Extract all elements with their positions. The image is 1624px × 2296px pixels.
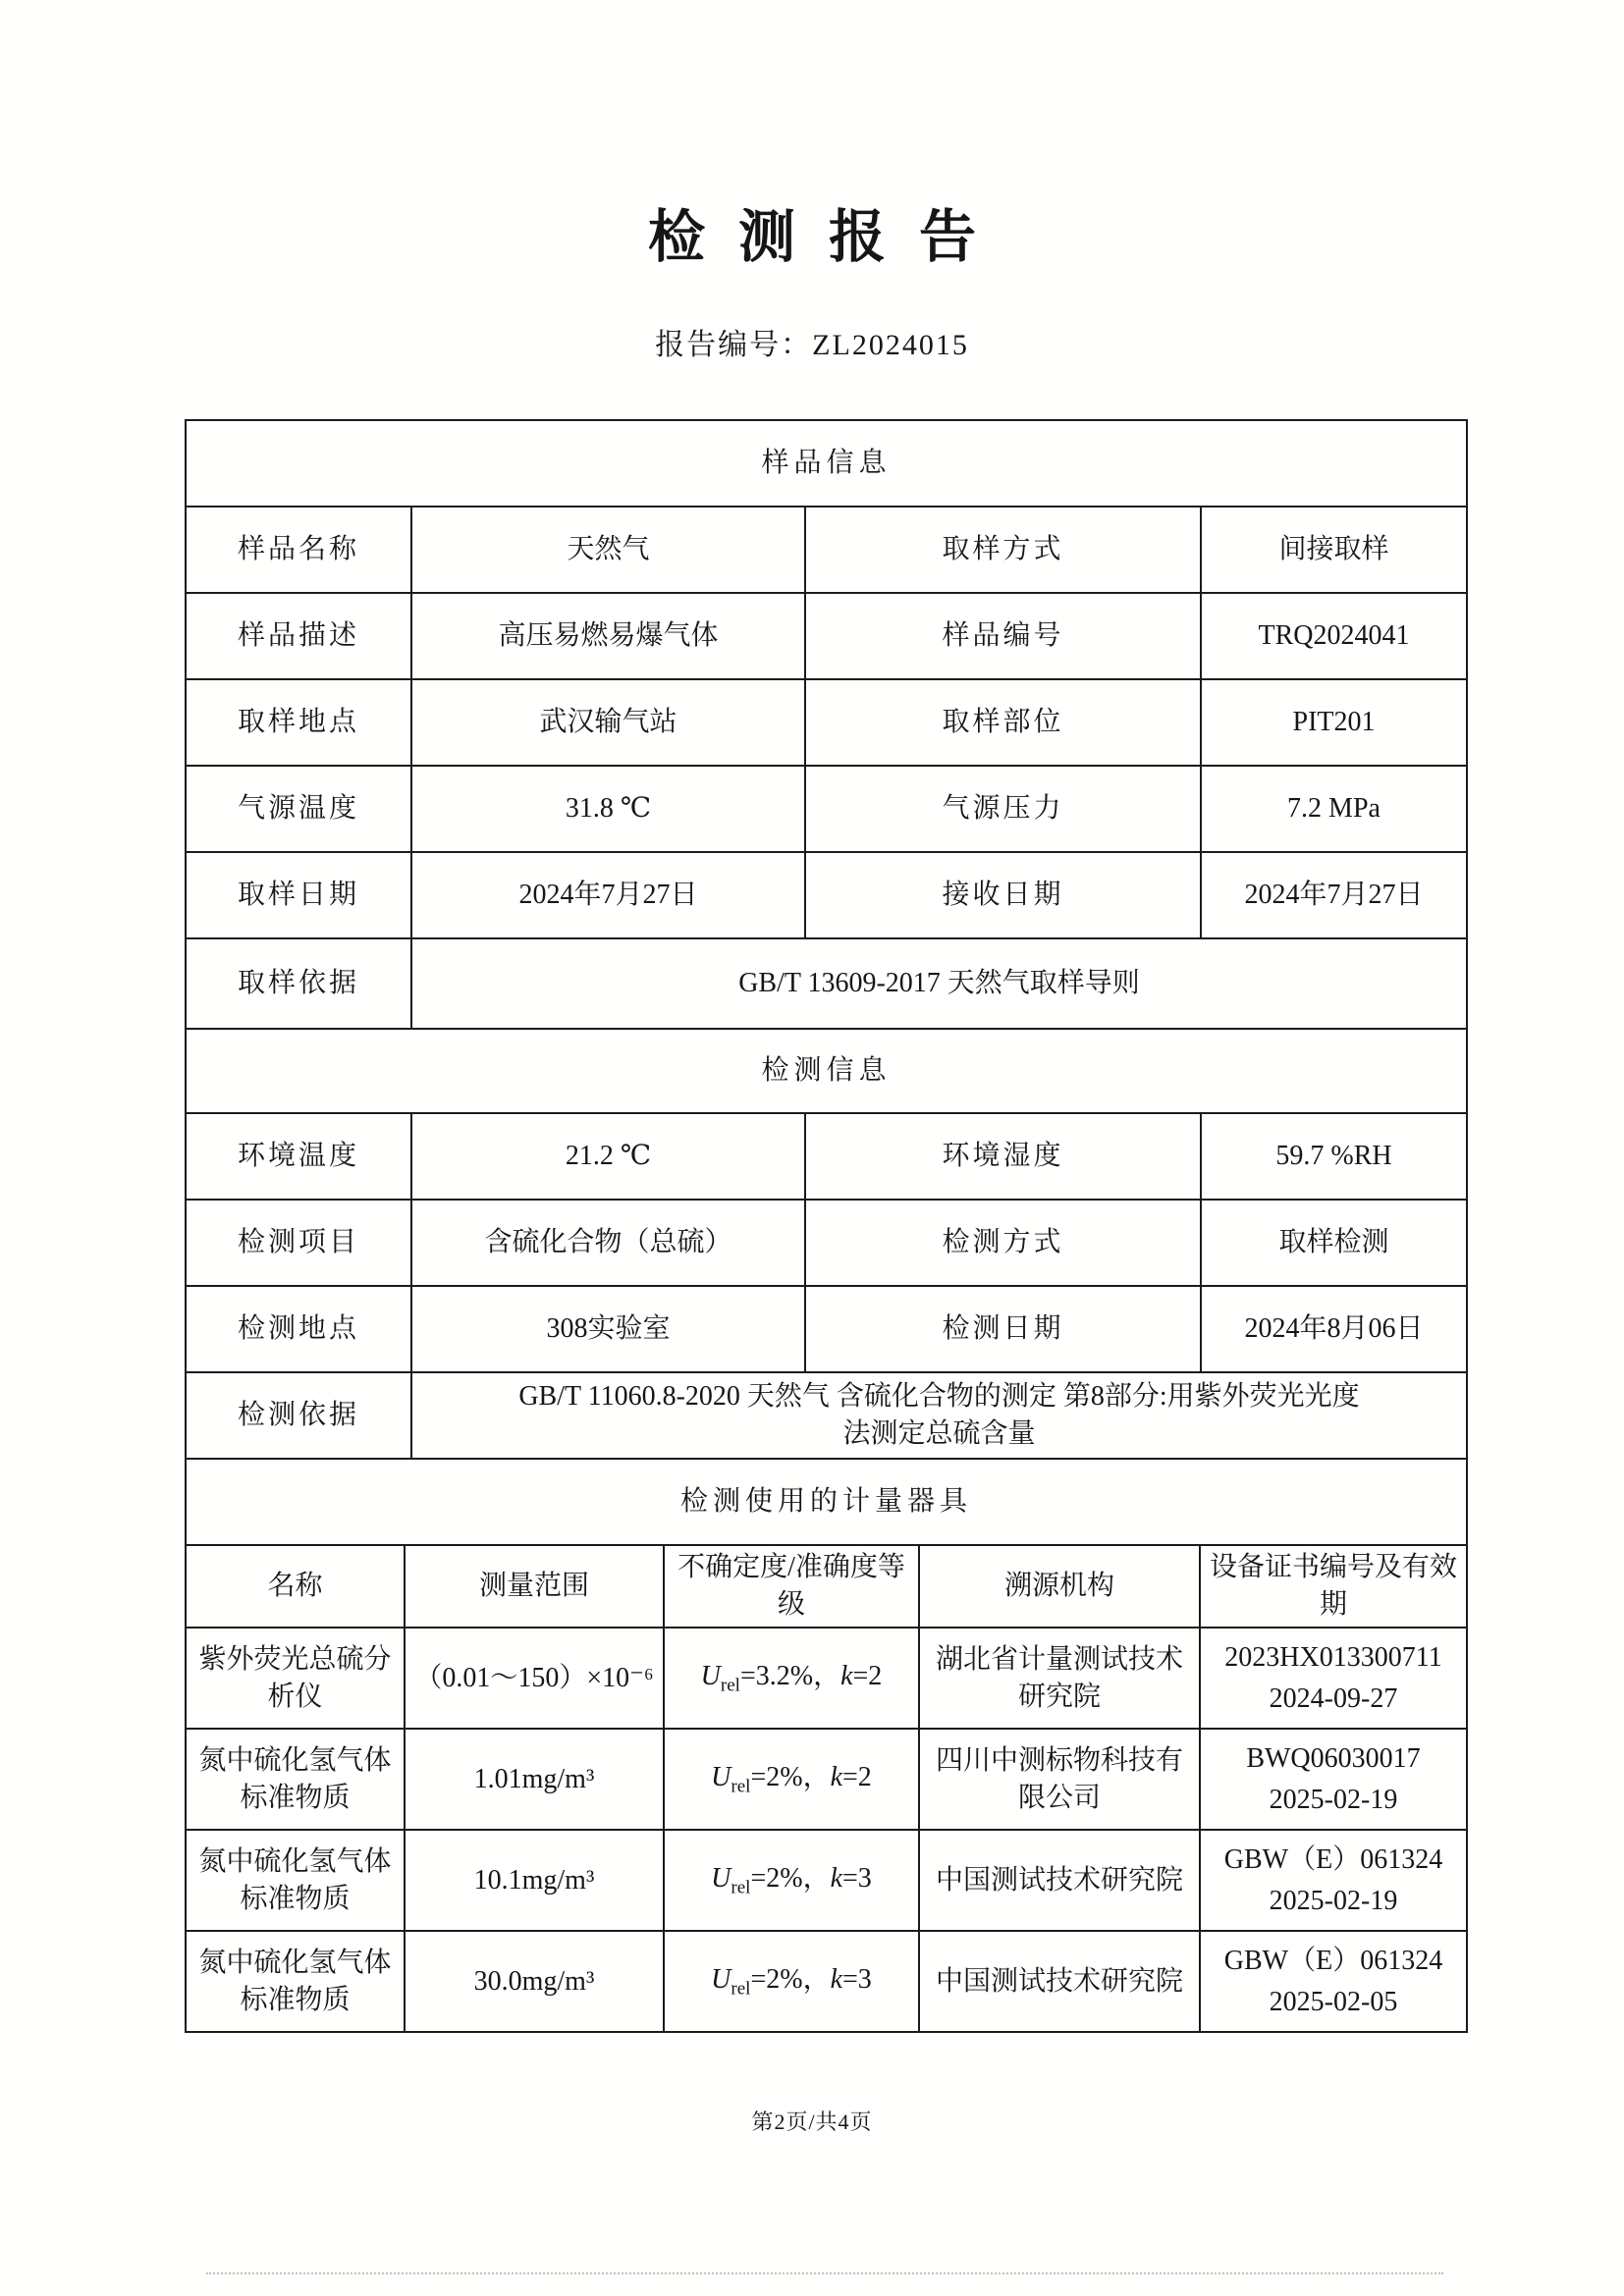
instrument-range: 1.01mg/m³ <box>405 1729 664 1830</box>
test-basis-line1: GB/T 11060.8-2020 天然气 含硫化合物的测定 第8部分:用紫外荧光光度 <box>518 1381 1360 1413</box>
test-info-table <box>185 1028 1468 1460</box>
label-cell: 样品编号 <box>805 593 1201 679</box>
instrument-name: 紫外荧光总硫分析仪 <box>186 1628 405 1729</box>
label-cell: 气源温度 <box>186 766 411 852</box>
table-row <box>186 679 1467 766</box>
certificate-number: 2023HX013300711 <box>1224 1641 1442 1673</box>
section-title-test-info: 检测信息 <box>186 1029 1467 1113</box>
label-cell: 样品描述 <box>186 593 411 679</box>
instrument-uncertainty: $U_{rel}=2\%$，k=3 <box>664 1931 919 2032</box>
test-basis-line2: 法测定总硫含量 <box>842 1418 1036 1449</box>
value-cell: TRQ2024041 <box>1201 593 1467 679</box>
label-cell: 取样地点 <box>186 679 411 766</box>
certificate-expiry: 2025-02-05 <box>1269 1986 1398 2017</box>
value-cell: 2024年7月27日 <box>1201 852 1467 938</box>
column-header-agency: 溯源机构 <box>919 1545 1200 1628</box>
instrument-uncertainty: $U_{rel}=3.2\%$，k=2 <box>664 1628 919 1729</box>
sample-info-table <box>185 419 1468 1030</box>
instrument-agency: 湖北省计量测试技术研究院 <box>919 1628 1200 1729</box>
value-cell: 308实验室 <box>411 1286 805 1372</box>
certificate-expiry: 2025-02-19 <box>1269 1784 1398 1815</box>
label-cell: 取样日期 <box>186 852 411 938</box>
column-header-uncertainty: 不确定度/准确度等级 <box>664 1545 919 1628</box>
instrument-name: 氮中硫化氢气体标准物质 <box>186 1729 405 1830</box>
value-cell: 2024年7月27日 <box>411 852 805 938</box>
table-row <box>186 766 1467 852</box>
instrument-row <box>186 1729 1467 1830</box>
report-number-label: 报告编号： <box>655 329 813 361</box>
label-cell: 接收日期 <box>805 852 1201 938</box>
instrument-agency: 中国测试技术研究院 <box>919 1830 1200 1931</box>
label-cell: 检测地点 <box>186 1286 411 1372</box>
table-row <box>186 1286 1467 1372</box>
instrument-uncertainty: $U_{rel}=2\%$，k=3 <box>664 1830 919 1931</box>
label-cell: 检测方式 <box>805 1200 1201 1286</box>
certificate-expiry: 2025-02-19 <box>1269 1885 1398 1916</box>
certificate-number: GBW（E）061324 <box>1223 1945 1443 1976</box>
value-cell: 59.7 %RH <box>1201 1113 1467 1200</box>
page-number: 第2页/共4页 <box>751 2109 873 2134</box>
instrument-agency: 中国测试技术研究院 <box>919 1931 1200 2032</box>
section-header-row <box>186 1029 1467 1113</box>
column-header-range: 测量范围 <box>405 1545 664 1628</box>
label-cell: 气源压力 <box>805 766 1201 852</box>
label-cell: 检测日期 <box>805 1286 1201 1372</box>
report-number-value: ZL2024015 <box>812 329 969 361</box>
value-cell: 31.8 ℃ <box>411 766 805 852</box>
value-cell: 7.2 MPa <box>1201 766 1467 852</box>
instrument-certificate <box>1200 1830 1467 1931</box>
section-title-instruments: 检测使用的计量器具 <box>186 1459 1467 1545</box>
label-cell: 取样依据 <box>186 938 411 1029</box>
value-cell: 天然气 <box>411 507 805 593</box>
instrument-name: 氮中硫化氢气体标准物质 <box>186 1830 405 1931</box>
instrument-row <box>186 1830 1467 1931</box>
value-cell: 取样检测 <box>1201 1200 1467 1286</box>
instrument-row <box>186 1628 1467 1729</box>
instrument-uncertainty: $U_{rel}=2\%$，k=2 <box>664 1729 919 1830</box>
value-cell: 武汉输气站 <box>411 679 805 766</box>
label-cell: 取样方式 <box>805 507 1201 593</box>
certificate-number: BWQ06030017 <box>1246 1742 1421 1774</box>
instruments-table <box>185 1458 1468 2033</box>
instrument-agency: 四川中测标物科技有限公司 <box>919 1729 1200 1830</box>
instrument-certificate <box>1200 1628 1467 1729</box>
label-cell: 环境湿度 <box>805 1113 1201 1200</box>
instrument-range: 30.0mg/m³ <box>405 1931 664 2032</box>
column-header-name: 名称 <box>186 1545 405 1628</box>
instrument-certificate <box>1200 1729 1467 1830</box>
instrument-row <box>186 1931 1467 2032</box>
certificate-expiry: 2024-09-27 <box>1269 1682 1398 1714</box>
label-cell: 样品名称 <box>186 507 411 593</box>
certificate-number: GBW（E）061324 <box>1223 1843 1443 1875</box>
value-cell: PIT201 <box>1201 679 1467 766</box>
section-title-sample-info: 样品信息 <box>186 420 1467 507</box>
instrument-range: 10.1mg/m³ <box>405 1830 664 1931</box>
report-number-line <box>0 326 1624 365</box>
instruments-header-row <box>186 1545 1467 1628</box>
instrument-certificate <box>1200 1931 1467 2032</box>
value-cell: 21.2 ℃ <box>411 1113 805 1200</box>
label-cell: 环境温度 <box>186 1113 411 1200</box>
value-cell: 高压易燃易爆气体 <box>411 593 805 679</box>
value-cell: 含硫化合物（总硫） <box>411 1200 805 1286</box>
section-header-row <box>186 420 1467 507</box>
sampling-basis-row <box>186 938 1467 1029</box>
label-cell: 检测依据 <box>186 1372 411 1459</box>
test-basis-value <box>411 1372 1467 1459</box>
test-basis-row <box>186 1372 1467 1459</box>
value-cell: 2024年8月06日 <box>1201 1286 1467 1372</box>
table-row <box>186 1113 1467 1200</box>
table-row <box>186 1200 1467 1286</box>
instrument-range: （0.01～150）×10⁻⁶ <box>405 1628 664 1729</box>
section-header-row <box>186 1459 1467 1545</box>
column-header-certificate: 设备证书编号及有效期 <box>1200 1545 1467 1628</box>
instrument-name: 氮中硫化氢气体标准物质 <box>186 1931 405 2032</box>
value-cell: 间接取样 <box>1201 507 1467 593</box>
label-cell: 检测项目 <box>186 1200 411 1286</box>
page-title: 检测报告 <box>647 205 1009 269</box>
sampling-basis-value: GB/T 13609-2017 天然气取样导则 <box>411 938 1467 1029</box>
table-row <box>186 507 1467 593</box>
table-row <box>186 593 1467 679</box>
label-cell: 取样部位 <box>805 679 1201 766</box>
table-row <box>186 852 1467 938</box>
scan-artifact-line <box>206 2272 1443 2274</box>
